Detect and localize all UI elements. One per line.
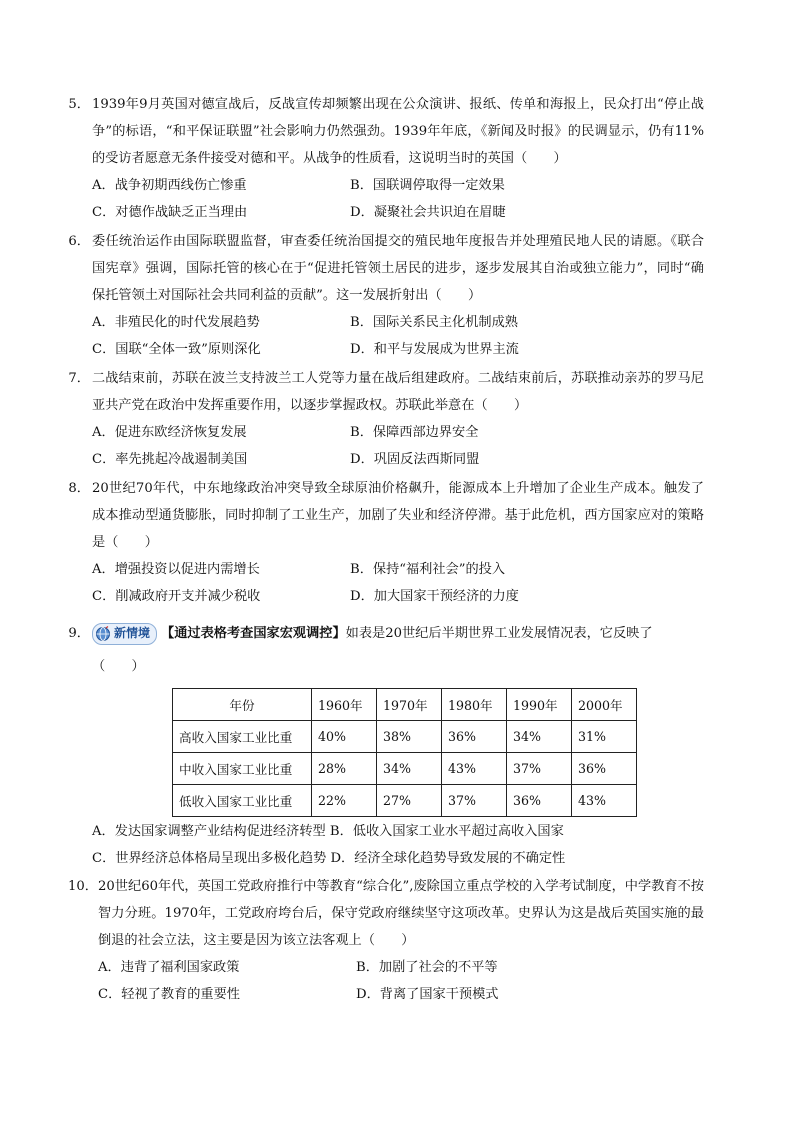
table-header-row <box>173 689 637 721</box>
table-cell: 中收入国家工业比重 <box>173 753 312 785</box>
question-8 <box>68 475 704 610</box>
option-c[interactable]: C．削减政府开支并减少税收 <box>92 589 261 604</box>
question-number: 9． <box>68 626 90 641</box>
question-6 <box>68 228 704 363</box>
question-9 <box>68 620 704 680</box>
table-cell: 31% <box>572 721 637 753</box>
table-cell: 36% <box>442 721 507 753</box>
table-cell: 高收入国家工业比重 <box>173 721 312 753</box>
table-row <box>173 785 637 817</box>
question-stem: 委任统治运作由国际联盟监督，审查委任统治国提交的殖民地年度报告并处理殖民地人民的请愿。《联合国宪章》强调，国际托管的核心在于“促进托管领土居民的进步，逐步发展其自治或独立能力”，同时“确保托管领土对国际社会共同利益的贡献”。这一发展折射出（ ） <box>92 234 704 303</box>
answer-paren: （ ） <box>92 659 145 674</box>
new-scenario-badge <box>92 623 157 645</box>
table-header-cell: 1980年 <box>442 689 507 721</box>
industry-table <box>172 688 637 817</box>
option-a[interactable]: A．增强投资以促进内需增长 <box>92 562 260 577</box>
option-b[interactable]: B．保障西部边界安全 <box>350 425 479 440</box>
question-number: 10． <box>68 879 98 894</box>
option-b[interactable]: B．保持“福利社会”的投入 <box>350 562 506 577</box>
option-c[interactable]: C．对德作战缺乏正当理由 <box>92 205 248 220</box>
table-cell: 38% <box>377 721 442 753</box>
option-a[interactable]: A．战争初期西线伤亡惨重 <box>92 178 247 193</box>
option-d[interactable]: D．凝聚社会共识迫在眉睫 <box>350 205 506 220</box>
option-b[interactable]: B．国联调停取得一定效果 <box>350 178 505 193</box>
option-b[interactable]: B．国际关系民主化机制成熟 <box>350 315 518 330</box>
table-cell: 低收入国家工业比重 <box>173 785 312 817</box>
option-a[interactable]: A．违背了福利国家政策 <box>98 960 240 975</box>
table-header-cell: 1990年 <box>507 689 572 721</box>
table-header-cell: 年份 <box>173 689 312 721</box>
question-7 <box>68 365 704 473</box>
table-cell: 34% <box>377 753 442 785</box>
table-header-cell: 2000年 <box>572 689 637 721</box>
table-cell: 22% <box>312 785 377 817</box>
table-cell: 37% <box>442 785 507 817</box>
table-cell: 37% <box>507 753 572 785</box>
table-cell: 27% <box>377 785 442 817</box>
options <box>92 172 704 226</box>
table-cell: 36% <box>507 785 572 817</box>
topic-tag: 【通过表格考查国家宏观调控】 <box>161 626 346 641</box>
question-number: 8． <box>68 481 90 496</box>
question-number: 7． <box>68 371 90 386</box>
option-a[interactable]: A．非殖民化的时代发展趋势 <box>92 315 260 330</box>
table-cell: 36% <box>572 753 637 785</box>
table-cell: 28% <box>312 753 377 785</box>
table-cell: 40% <box>312 721 377 753</box>
question-9-options <box>92 818 704 872</box>
question-stem: 二战结束前，苏联在波兰支持波兰工人党等力量在战后组建政府。二战结束前后，苏联推动亲苏的罗马尼亚共产党在政治中发挥重要作用，以逐步掌握政权。苏联此举意在（ ） <box>92 371 704 413</box>
badge-label: 新情境 <box>114 626 151 640</box>
option-c[interactable]: C．率先挑起冷战遏制美国 <box>92 452 248 467</box>
question-stem-line <box>92 620 704 647</box>
table-header-cell: 1970年 <box>377 689 442 721</box>
option-d[interactable]: D．巩固反法西斯同盟 <box>350 452 480 467</box>
globe-icon <box>95 626 111 642</box>
table-row <box>173 721 637 753</box>
options <box>92 556 704 610</box>
option-d[interactable]: D．和平与发展成为世界主流 <box>350 342 519 357</box>
option-d[interactable]: D．背离了国家干预模式 <box>356 987 499 1002</box>
question-stem: 1939年9月英国对德宣战后，反战宣传却频繁出现在公众演讲、报纸、传单和海报上，民众打出“停止战争”的标语，“和平保证联盟”社会影响力仍然强劲。1939年年底，《新闻及时报》的民调显示，仍有11%的受访者愿意无条件接受对德和平。从战争的性质看，这说明当时的英国（ ） <box>92 97 704 166</box>
option-b[interactable]: B．加剧了社会的不平等 <box>356 960 498 975</box>
question-5 <box>68 91 704 226</box>
option-line-ab[interactable]: A．发达国家调整产业结构促进经济转型 B．低收入国家工业水平超过高收入国家 <box>92 824 564 839</box>
options <box>98 954 704 1008</box>
question-stem: 20世纪60年代，英国工党政府推行中等教育“综合化”,废除国立重点学校的入学考试制度，中学教育不按智力分班。1970年，工党政府垮台后，保守党政府继续坚守这项改革。史界认为这是战后英国实施的最倒退的社会立法，这主要是因为该立法客观上（ ） <box>98 879 704 948</box>
options <box>92 309 704 363</box>
question-10 <box>68 873 704 1008</box>
table-header-cell: 1960年 <box>312 689 377 721</box>
table-row <box>173 753 637 785</box>
question-stem: 如表是20世纪后半期世界工业发展情况表，它反映了 <box>345 626 653 641</box>
table-cell: 34% <box>507 721 572 753</box>
option-line-cd[interactable]: C．世界经济总体格局呈现出多极化趋势 D．经济全球化趋势导致发展的不确定性 <box>92 851 566 866</box>
option-c[interactable]: C．轻视了教育的重要性 <box>98 987 240 1002</box>
options <box>92 419 704 473</box>
option-d[interactable]: D．加大国家干预经济的力度 <box>350 589 519 604</box>
table-cell: 43% <box>572 785 637 817</box>
question-number: 5． <box>68 97 90 112</box>
question-number: 6． <box>68 234 90 249</box>
option-a[interactable]: A．促进东欧经济恢复发展 <box>92 425 247 440</box>
question-stem: 20世纪70年代，中东地缘政治冲突导致全球原油价格飙升，能源成本上升增加了企业生产成本。触发了成本推动型通货膨胀，同时抑制了工业生产，加剧了失业和经济停滞。基于此危机，西方国家应对的策略是（ ） <box>92 481 704 550</box>
table-cell: 43% <box>442 753 507 785</box>
option-c[interactable]: C．国联“全体一致”原则深化 <box>92 342 261 357</box>
